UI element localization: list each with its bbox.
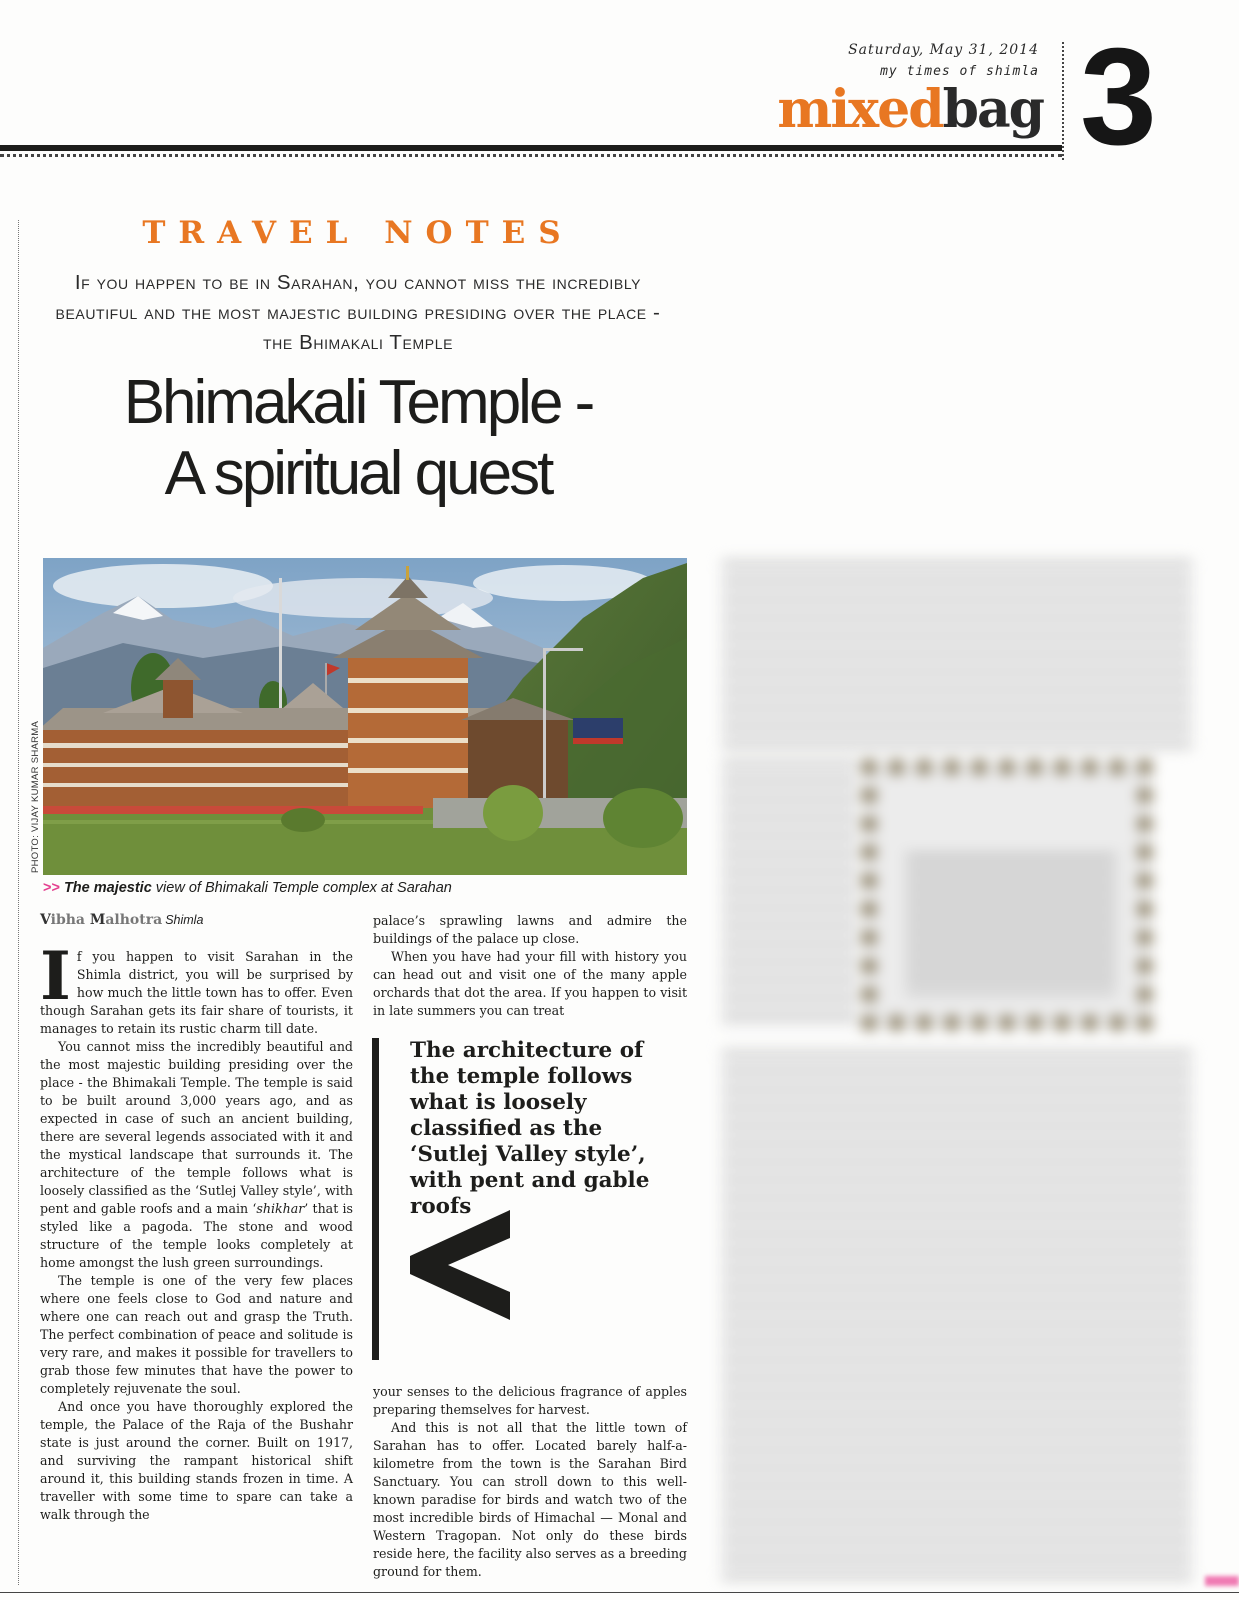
article-column-2 (373, 912, 687, 1020)
headline-line-1: Bhimakali Temple - (123, 368, 593, 437)
photo-caption (43, 880, 452, 896)
paragraph-italic: shikhar (256, 1201, 305, 1216)
page-number: 3 (1080, 20, 1157, 174)
left-margin-rule (18, 220, 19, 1585)
byline-dateline: Shimla (165, 913, 204, 927)
temple-photo-illustration (43, 558, 687, 875)
story-kicker: TRAVEL NOTES (142, 215, 574, 251)
blurred-adjacent-story (712, 200, 1217, 1590)
pull-quote-chevron-icon (410, 1210, 510, 1320)
blurred-boxed-item (862, 760, 1152, 1030)
photo-credit: PHOTO: VIJAY KUMAR SHARMA (30, 720, 41, 873)
byline-last-name: alhotra (105, 912, 163, 928)
issue-date: Saturday, May 31, 2014 (848, 42, 1039, 58)
byline-initial-first: V (40, 912, 51, 928)
byline-initial-last: M (89, 912, 106, 928)
pull-quote-bar (372, 1038, 379, 1360)
article-paragraph: And this is not all that the little town of Sarahan has to offer. Located barely half-a-kilometre from the town is the Sarahan Bird Sanctuary. You can stroll down to this well-known paradise for birds and watch two of the most incredible birds of Himachal — Monal and Western Tragopan. Not only do these birds reside here, the facility also serves as a breeding ground for them. (373, 1420, 687, 1579)
paragraph-text: f you happen to visit Sarahan in the Shimla district, you will be surprised by how much the little town has to offer. Even though Sarahan gets its fair share of tourists, it manages to retain its rustic charm till date. (40, 949, 353, 1036)
story-headline (30, 368, 686, 509)
masthead-dotted-rule (0, 154, 1062, 157)
edition-name: my times of shimla (880, 64, 1039, 79)
caption-arrow: >> (43, 880, 60, 896)
section-logo-part1: mixed (777, 79, 943, 140)
article-paragraph: palace’s sprawling lawns and admire the buildings of the palace up close. (373, 913, 687, 946)
caption-text: view of Bhimakali Temple complex at Sarahan (151, 880, 452, 896)
masthead-divider (1062, 42, 1064, 160)
blurred-box-text (906, 854, 1116, 994)
pull-quote: The architecture of the temple follows what is loosely classified as the ‘Sutlej Valley style’, with pent and gable roofs (410, 1038, 650, 1219)
section-logo-part2: bag (942, 79, 1043, 140)
section-logo (777, 79, 1043, 140)
byline (40, 912, 203, 928)
caption-bold: The majestic (63, 880, 152, 896)
article-paragraph: your senses to the delicious fragrance of apples preparing themselves for harvest. (373, 1384, 687, 1417)
headline-line-2: A spiritual quest (164, 438, 552, 508)
article-paragraph: The temple is one of the very few places where one feels close to God and nature and where one can reach out and grasp the Truth. The perfect combination of peace and solitude is very rare, and makes it possible for travellers to grab those few minutes that have the power to completely rejuvenate the soul. (40, 1273, 353, 1396)
edge-marker (1205, 1576, 1239, 1586)
story-deck: If you happen to be in Sarahan, you cannot miss the incredibly beautiful and the most majestic building presiding over the place - the Bhimakali Temple (55, 271, 661, 354)
article-paragraph: When you have had your fill with history you can head out and visit one of the many apple orchards that dot the area. If you happen to visit in late summers you can treat (373, 949, 687, 1018)
blurred-text-block (722, 1050, 1192, 1580)
blurred-text-block (722, 760, 857, 1030)
article-paragraph (40, 1038, 353, 1272)
paragraph-text: You cannot miss the incredibly beautiful and the most majestic building presiding over the place - the Bhimakali Temple. The temple is said to be built around 3,000 years ago, and as expected in case of such an ancient building, there are several legends associated with it and the mystical landscape that surrounds it. The architecture of the temple follows what is loosely classified as the ‘Sutlej Valley style’, with pent and gable roofs and a main ‘ (40, 1039, 353, 1216)
drop-cap: I (40, 937, 71, 1015)
paragraph-text: ’ that is styled like a pagoda. The stone and wood structure of the temple looks completely at home amongst the lush green surroundings. (40, 1201, 353, 1270)
footer-rule (0, 1592, 1239, 1593)
article-paragraph (40, 937, 353, 1038)
article-column-2-continued (373, 1383, 687, 1581)
blurred-text-block (722, 560, 1192, 750)
masthead-rule (0, 145, 1062, 151)
temple-photo (43, 558, 687, 875)
article-paragraph: And once you have thoroughly explored the temple, the Palace of the Raja of the Bushahr state is just around the corner. Built on 1917, and surviving the rampant historical shift around it, this building stands frozen in time. A traveller with some time to spare can take a walk through the (40, 1399, 353, 1522)
article-column-1 (40, 937, 353, 1524)
byline-first-name: ibha (50, 912, 90, 928)
